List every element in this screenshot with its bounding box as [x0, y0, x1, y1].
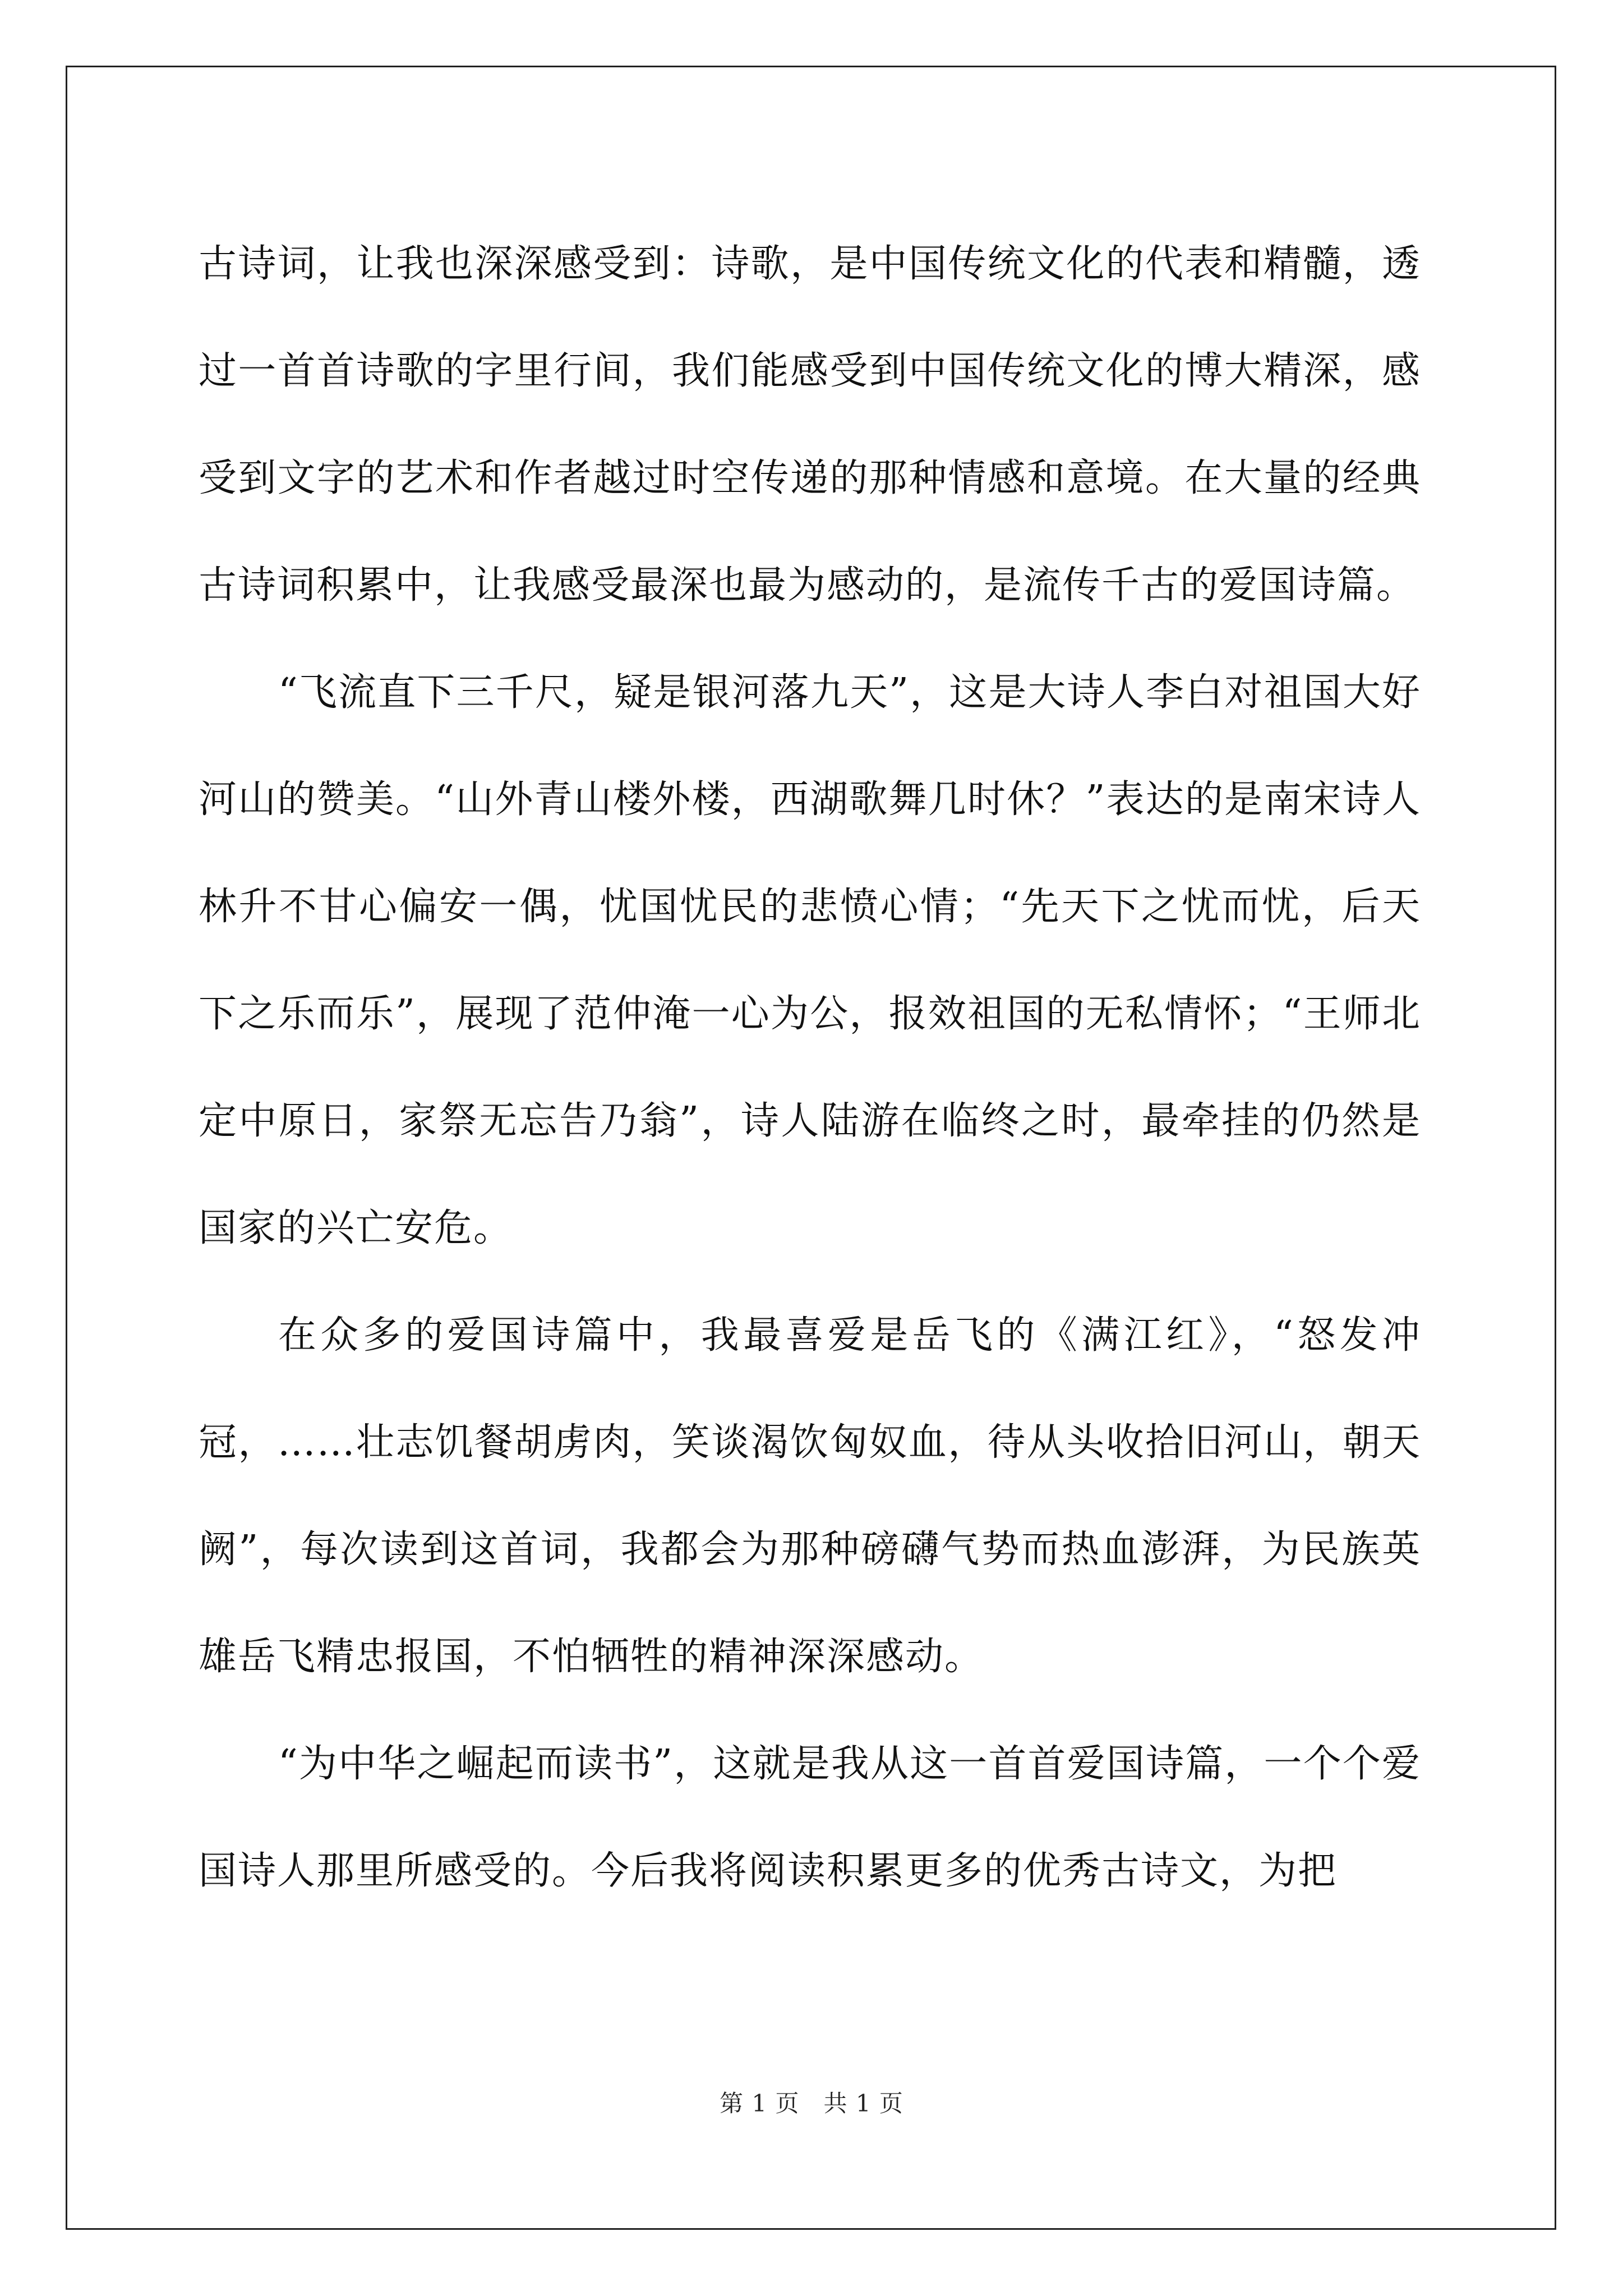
paragraph-3: 在众多的爱国诗篇中，我最喜爱是岳飞的《满江红》，“怒发冲冠，……壮志饥餐胡虏肉，笑谈渴饮匈奴血，待从头收拾旧河山，朝天阙”，每次读到这首词，我都会为那种磅礴气势而热血澎湃，为民族英雄岳飞精忠报国，不怕牺牲的精神深深感动。: [199, 1313, 1421, 1679]
paragraph-1: 古诗词，让我也深深感受到：诗歌，是中国传统文化的代表和精髓，透过一首首诗歌的字里行间，我们能感受到中国传统文化的博大精深，感受到文字的艺术和作者越过时空传递的那种情感和意境。在大量的经典古诗词积累中，让我感受最深也最为感动的，是流传千古的爱国诗篇。: [199, 242, 1421, 608]
document-body: [199, 210, 1421, 1925]
page-footer: 第 1 页 共 1 页: [720, 2090, 903, 2117]
paragraph-2: “飞流直下三千尺，疑是银河落九天”，这是大诗人李白对祖国大好河山的赞美。“山外青山楼外楼，西湖歌舞几时休？”表达的是南宋诗人林升不甘心偏安一偶，忧国忧民的悲愤心情；“先天下之忧而忧，后天下之乐而乐”，展现了范仲淹一心为公，报效祖国的无私情怀；“王师北定中原日，家祭无忘告乃翁”，诗人陆游在临终之时，最牵挂的仍然是国家的兴亡安危。: [199, 670, 1421, 1250]
paragraph-4: “为中华之崛起而读书”，这就是我从这一首首爱国诗篇，一个个爱国诗人那里所感受的。今后我将阅读积累更多的优秀古诗文，为把: [199, 1742, 1421, 1893]
